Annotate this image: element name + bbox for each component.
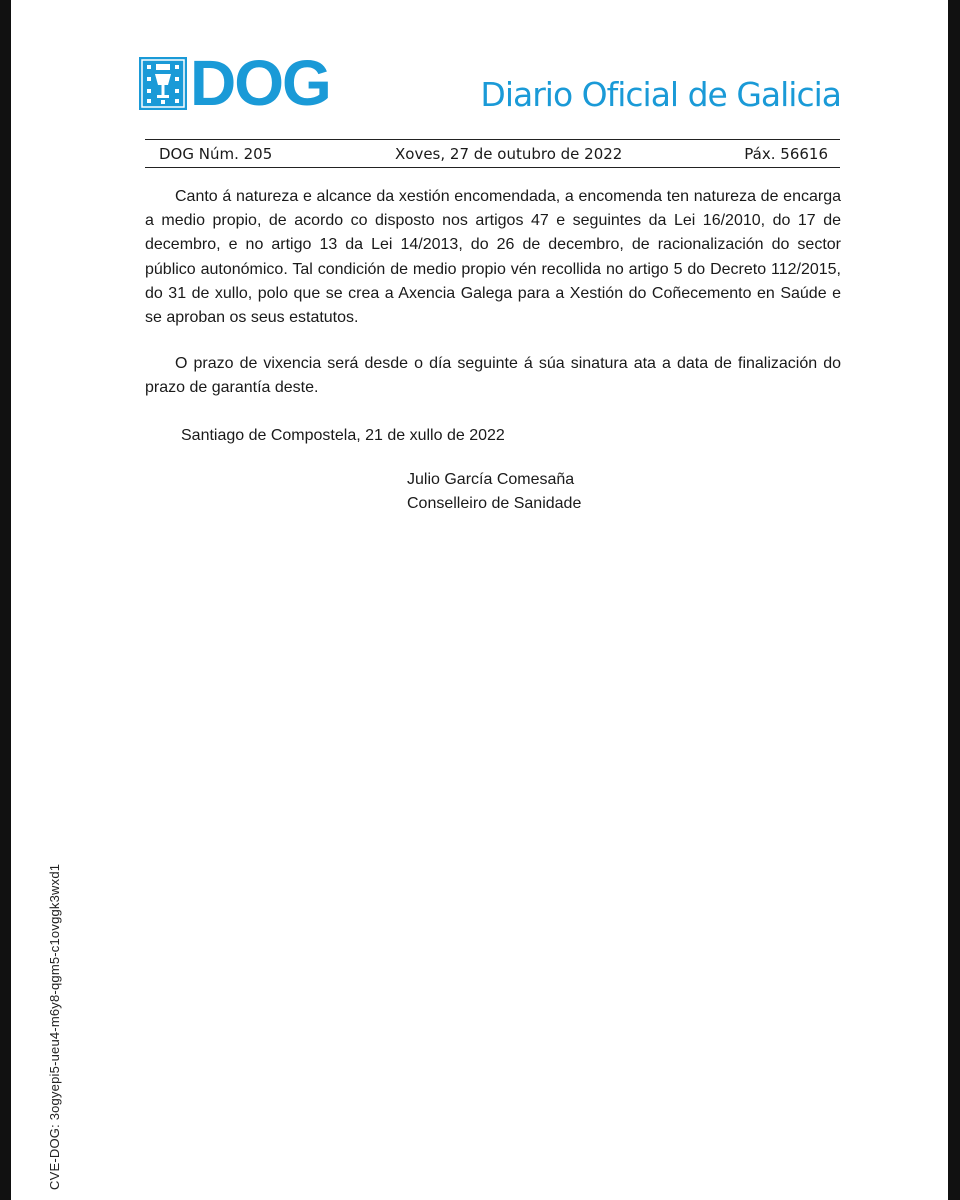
issue-number: DOG Núm. 205 [159,145,273,163]
header-rule-top [145,139,840,140]
signatory-name: Julio García Comesaña [407,470,575,488]
issue-info-bar [145,142,840,166]
place-and-date: Santiago de Compostela, 21 de xullo de 2022 [181,426,505,444]
body-paragraph: Canto á natureza e alcance da xestión encomendada, a encomenda ten natureza de encarga a medio propio, de acordo co disposto nos artigos 47 e seguintes da Lei 16/2010, do 17 de decembro, e no artigo 13 da Lei 14/2013, do 26 de decembro, de racionalización do sector público autonómico. Tal condición de medio propio vén recollida no artigo 5 do Decreto 112/2015, do 31 de xullo, polo que se crea a Axencia Galega para a Xestión do Coñecemento en Saúde e se aproban os seus estatutos. [145,188,841,327]
masthead-title: Diario Oficial de Galicia [480,75,841,114]
signature-block [407,468,841,516]
galicia-shield-icon [139,57,187,110]
signatory-title: Conselleiro de Sanidade [407,495,582,513]
document-body [145,185,841,516]
dog-logo [139,47,330,119]
header-rule-bottom [145,167,840,168]
cve-code: CVE-DOG: 3ogyepi5-ueu4-m6y8-qgm5-c1ovggk3wxd1 [47,863,62,1190]
issue-date: Xoves, 27 de outubro de 2022 [395,145,623,163]
document-page [11,0,948,1200]
logo-text: DOG [190,47,330,119]
body-paragraph: O prazo de vixencia será desde o día seguinte á súa sinatura ata a data de finalización do prazo de garantía deste. [145,355,841,397]
page-number: Páx. 56616 [744,145,828,163]
